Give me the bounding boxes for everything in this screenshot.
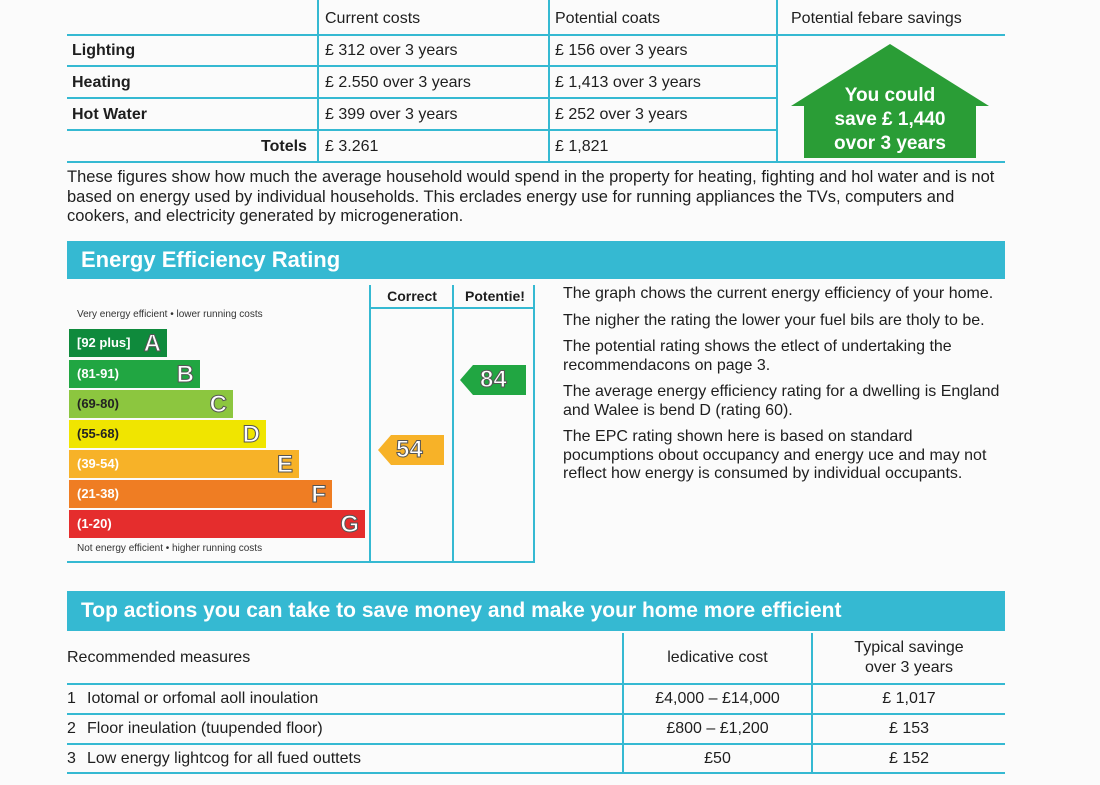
band-a xyxy=(69,329,167,357)
divider xyxy=(548,0,550,163)
potential-rating-marker xyxy=(460,365,526,395)
rating-chart xyxy=(67,285,535,563)
band-b-range: (81-91) xyxy=(77,366,119,381)
band-d-letter: D xyxy=(242,421,260,448)
band-f-letter: F xyxy=(311,481,326,508)
savings-line-3: ovor 3 years xyxy=(834,133,946,154)
band-c xyxy=(69,390,233,418)
rating-text-3: The potential rating shows the etlect of undertaking the recommendacons on page 3. xyxy=(563,338,952,374)
divider xyxy=(67,743,1005,745)
row-label-heating: Heating xyxy=(72,74,131,91)
hot-water-potential: £ 252 over 3 years xyxy=(555,106,688,123)
savings-house-callout xyxy=(790,42,990,160)
hot-water-current: £ 399 over 3 years xyxy=(325,106,458,123)
costs-explanation: These figures show how much the average household would spend in the property for heating, fighting and hol water and is not based on energy used by individual households. This erclades energy use for running appliances the TVs, computers and cookers, and electricity generated by microgeneration. xyxy=(67,168,995,225)
measure-name: Low energy lightcog for all fued outtets xyxy=(87,750,361,767)
divider xyxy=(67,129,777,131)
measure-cost: £4,000 – £14,000 xyxy=(655,690,780,707)
band-d xyxy=(69,420,266,448)
divider xyxy=(317,0,319,163)
measure-number: 1 xyxy=(67,690,76,707)
rating-explanation xyxy=(563,285,1003,492)
band-b xyxy=(69,360,200,388)
savings-line-1: You could xyxy=(844,85,936,106)
top-caption: Very energy efficient • lower running costs xyxy=(77,309,263,320)
band-c-letter: C xyxy=(209,391,227,418)
band-c-range: (69-80) xyxy=(77,396,119,411)
measure-savings: £ 152 xyxy=(888,750,930,767)
rating-text-2: The nigher the rating the lower your fuel bils are tholy to be. xyxy=(563,311,985,329)
rating-section-title: Energy Efficiency Rating xyxy=(67,241,1005,279)
row-label-lighting: Lighting xyxy=(72,42,136,59)
measure-name: Iotomal or orfomal aoll inoulation xyxy=(87,690,319,707)
measure-number: 2 xyxy=(67,720,76,737)
heating-potential: £ 1,413 over 3 years xyxy=(555,74,701,91)
totals-label: Totels xyxy=(261,138,307,155)
band-e xyxy=(69,450,299,478)
band-a-letter: A xyxy=(143,330,161,357)
divider xyxy=(67,683,1005,685)
bottom-caption: Not energy efficient • higher running costs xyxy=(77,543,263,554)
rating-text-4: The average energy efficiency rating for a dwelling is England and Walee is bend D (rating 60). xyxy=(563,383,1000,419)
divider xyxy=(452,285,454,563)
lighting-potential: £ 156 over 3 years xyxy=(555,42,688,59)
potential-rating-value: 84 xyxy=(480,366,507,393)
measure-cost: £800 – £1,200 xyxy=(666,720,769,737)
measure-savings: £ 1,017 xyxy=(882,690,936,707)
divider xyxy=(533,285,535,563)
header-typical-savings-1: Typical savinge xyxy=(854,639,964,656)
header-current-costs: Current costs xyxy=(325,10,421,27)
heating-current: £ 2.550 over 3 years xyxy=(325,74,471,91)
measure-name: Floor ineulation (tuupended floor) xyxy=(87,720,323,737)
header-typical-savings-2: over 3 years xyxy=(864,659,954,676)
measure-number: 3 xyxy=(67,750,76,767)
totals-potential: £ 1,821 xyxy=(555,138,609,155)
band-b-letter: B xyxy=(176,361,194,388)
rating-text-1: The graph chows the current energy efficiency of your home. xyxy=(563,285,994,302)
band-f xyxy=(69,480,332,508)
band-e-letter: E xyxy=(276,451,293,478)
header-indicative-cost: ledicative cost xyxy=(667,649,768,666)
divider xyxy=(67,713,1005,715)
band-g xyxy=(69,510,365,538)
header-potential-costs: Potential coats xyxy=(555,10,660,27)
header-potential-savings: Potential febare savings xyxy=(791,10,962,27)
column-current: Correct xyxy=(387,288,437,304)
divider xyxy=(369,285,371,563)
header-recommended-measures: Recommended measures xyxy=(67,649,251,666)
totals-current: £ 3.261 xyxy=(325,138,379,155)
actions-section-title: Top actions you can take to save money and make your home more efficient xyxy=(67,591,1005,631)
column-potential: Potentie! xyxy=(465,288,525,304)
divider xyxy=(67,772,1005,774)
divider xyxy=(67,561,535,563)
row-label-hot-water: Hot Water xyxy=(72,106,147,123)
divider xyxy=(776,0,778,163)
current-rating-value: 54 xyxy=(396,436,423,463)
divider xyxy=(67,97,777,99)
divider xyxy=(67,161,1005,163)
current-rating-marker xyxy=(378,435,444,465)
band-f-range: (21-38) xyxy=(77,486,119,501)
band-g-letter: G xyxy=(340,511,359,538)
measure-cost: £50 xyxy=(704,750,731,767)
divider xyxy=(67,34,1005,36)
lighting-current: £ 312 over 3 years xyxy=(325,42,458,59)
band-g-range: (1-20) xyxy=(77,516,112,531)
rating-text-5: The EPC rating shown here is based on standard pocumptions obout occupancy and energy uce and may not reflect how energy is consumed by individual occupants. xyxy=(563,428,987,482)
measure-savings: £ 153 xyxy=(888,720,930,737)
divider xyxy=(67,65,777,67)
savings-line-2: save £ 1,440 xyxy=(834,109,946,130)
band-a-range: [92 plus] xyxy=(77,335,131,350)
band-e-range: (39-54) xyxy=(77,456,119,471)
divider xyxy=(369,307,535,309)
band-d-range: (55-68) xyxy=(77,426,119,441)
